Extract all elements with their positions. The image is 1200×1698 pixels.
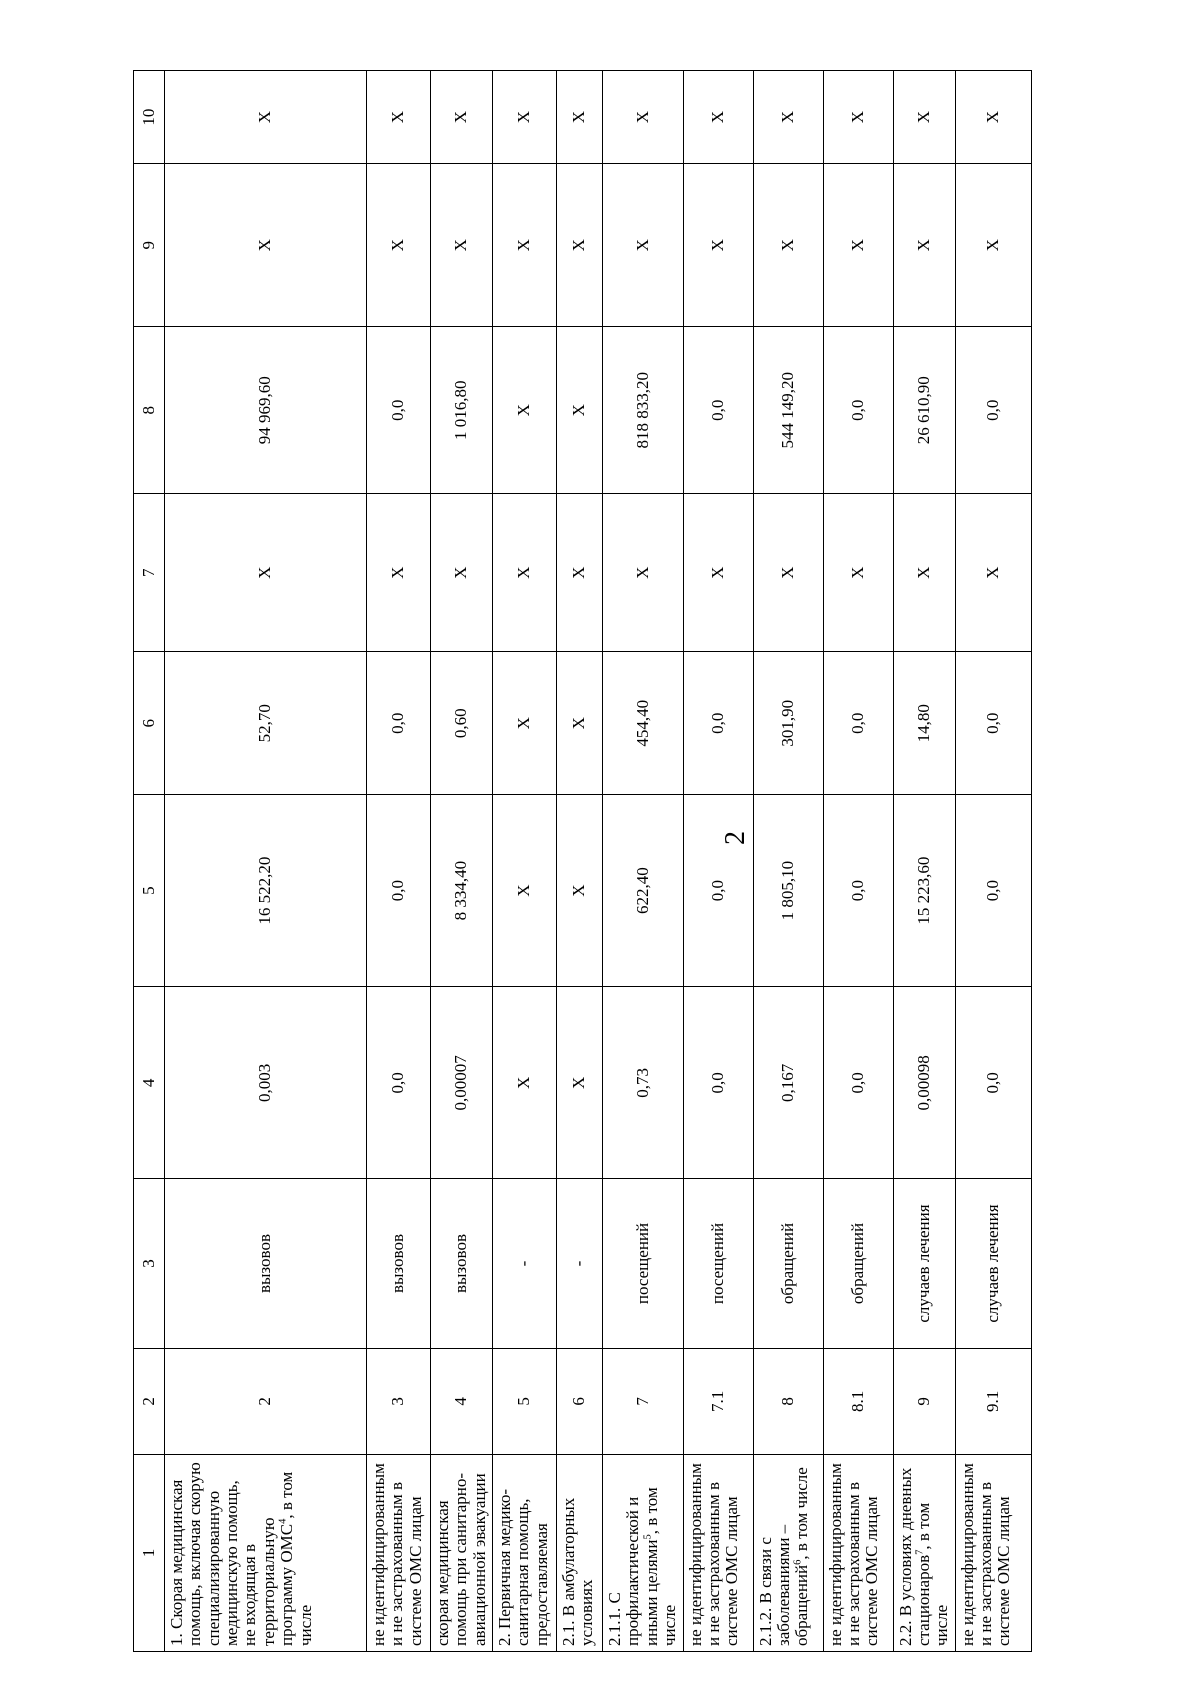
table-cell: Х — [557, 164, 603, 327]
table-cell: Х — [893, 164, 955, 327]
column-header: 6 — [134, 652, 165, 795]
table-cell: 0,0 — [683, 327, 753, 494]
table-cell: 9 — [893, 1348, 955, 1454]
table-row — [165, 71, 367, 1652]
table-cell: 8 — [753, 1348, 823, 1454]
table-cell: 0,003 — [165, 987, 367, 1179]
table-cell: вызовов — [165, 1179, 367, 1348]
page-number: 2 — [720, 831, 751, 845]
table-cell: вызовов — [367, 1179, 431, 1348]
table-cell: Х — [823, 164, 893, 327]
table-cell: Х — [823, 494, 893, 652]
table-cell: Х — [165, 494, 367, 652]
row-label — [431, 1454, 493, 1651]
column-header: 5 — [134, 795, 165, 987]
table-cell: 0,00098 — [893, 987, 955, 1179]
table-row — [753, 71, 823, 1652]
table-cell: Х — [683, 71, 753, 164]
table-cell: 0,167 — [753, 987, 823, 1179]
table-cell: Х — [367, 494, 431, 652]
table-cell: Х — [431, 164, 493, 327]
row-label — [165, 1454, 367, 1651]
table-cell: 1 016,80 — [431, 327, 493, 494]
table-cell: посещений — [683, 1179, 753, 1348]
table-cell: 0,0 — [823, 987, 893, 1179]
table-cell: 1 805,10 — [753, 795, 823, 987]
column-header: 2 — [134, 1348, 165, 1454]
table-cell: 26 610,90 — [893, 327, 955, 494]
table-cell: Х — [955, 71, 1031, 164]
footnote-marker: 5 — [642, 1534, 654, 1540]
row-label-suffix: , в том числе — [913, 1502, 952, 1646]
table-cell: 6 — [557, 1348, 603, 1454]
row-label — [557, 1454, 603, 1651]
table-cell: Х — [603, 164, 683, 327]
row-label — [893, 1454, 955, 1651]
table-cell: 2 — [165, 1348, 367, 1454]
table-cell: 0,0 — [367, 327, 431, 494]
table-cell: Х — [493, 71, 557, 164]
table-cell: обращений — [823, 1179, 893, 1348]
table-row — [893, 71, 955, 1652]
table-cell: Х — [753, 164, 823, 327]
column-header: 7 — [134, 494, 165, 652]
table-cell: 0,0 — [823, 795, 893, 987]
row-label-text: 2.1. В амбулаторных условиях — [559, 1497, 597, 1646]
table-cell: 818 833,20 — [603, 327, 683, 494]
table-cell: Х — [893, 494, 955, 652]
row-label-text: не идентифицированным и не застрахованным в системе ОМС лицам — [957, 1463, 1014, 1646]
table-cell: Х — [493, 327, 557, 494]
footnote-marker: 4 — [277, 1518, 289, 1524]
table-cell: Х — [955, 164, 1031, 327]
table-row — [955, 71, 1031, 1652]
table-cell: Х — [557, 795, 603, 987]
table-cell: посещений — [603, 1179, 683, 1348]
table-cell: случаев лечения — [893, 1179, 955, 1348]
row-label-text: 2.1.2. В связи с заболеваниями – обращений — [755, 1524, 812, 1646]
table-cell: 0,60 — [431, 652, 493, 795]
table-cell: Х — [603, 71, 683, 164]
table-cell: 0,0 — [367, 795, 431, 987]
footnote-marker: 7 — [914, 1549, 926, 1555]
row-label — [823, 1454, 893, 1651]
table-cell: Х — [493, 795, 557, 987]
column-header: 1 — [134, 1454, 165, 1651]
table-cell: Х — [367, 71, 431, 164]
table-cell: 14,80 — [893, 652, 955, 795]
table-cell: Х — [165, 164, 367, 327]
table-cell: Х — [893, 71, 955, 164]
table-cell: 0,0 — [683, 795, 753, 987]
table-cell: 0,0 — [955, 795, 1031, 987]
table-cell: 7.1 — [683, 1348, 753, 1454]
row-label — [367, 1454, 431, 1651]
row-label-text: 1. Скорая медицинская помощь, включая скорую специализированную медицинскую помощь, не входящая в территориальную программу ОМС — [167, 1462, 297, 1646]
table-cell: Х — [823, 71, 893, 164]
row-label — [493, 1454, 557, 1651]
table-cell: Х — [557, 987, 603, 1179]
column-header: 10 — [134, 71, 165, 164]
row-label — [955, 1454, 1031, 1651]
table-cell: 8.1 — [823, 1348, 893, 1454]
table-row — [367, 71, 431, 1652]
table-cell: 0,0 — [367, 987, 431, 1179]
table-cell: 0,0 — [955, 652, 1031, 795]
table-cell: 16 522,20 — [165, 795, 367, 987]
table-cell: Х — [557, 494, 603, 652]
row-label-text: не идентифицированным и не застрахованным в системе ОМС лицам — [369, 1463, 425, 1646]
table-cell: 544 149,20 — [753, 327, 823, 494]
row-label-suffix: , в том числе — [792, 1467, 812, 1560]
table-header — [134, 71, 165, 1652]
column-header: 9 — [134, 164, 165, 327]
table-cell: 0,0 — [823, 327, 893, 494]
table-cell: 622,40 — [603, 795, 683, 987]
table-cell: Х — [367, 164, 431, 327]
table-cell: 3 — [367, 1348, 431, 1454]
data-table — [133, 70, 1032, 1652]
table-row — [603, 71, 683, 1652]
table-cell: Х — [493, 987, 557, 1179]
row-label-text: скорая медицинская помощь при санитарно-авиационной эвакуации — [433, 1472, 489, 1646]
table-cell: Х — [493, 652, 557, 795]
table-cell: Х — [557, 327, 603, 494]
table-cell: 0,73 — [603, 987, 683, 1179]
footnote-marker: 6 — [792, 1559, 804, 1565]
table-cell: 301,90 — [753, 652, 823, 795]
table-cell: Х — [603, 494, 683, 652]
row-label-text: не идентифицированным и не застрахованным в системе ОМС лицам — [685, 1463, 742, 1646]
row-label — [683, 1454, 753, 1651]
table-row — [683, 71, 753, 1652]
row-label-text: 2.1.1. С профилактической и иными целями — [605, 1496, 661, 1646]
row-label — [603, 1454, 683, 1651]
table-cell: Х — [431, 71, 493, 164]
table-cell: - — [557, 1179, 603, 1348]
row-label — [753, 1454, 823, 1651]
table-cell: Х — [683, 494, 753, 652]
table-body — [165, 71, 1032, 1652]
table-cell: 7 — [603, 1348, 683, 1454]
table-cell: Х — [493, 164, 557, 327]
table-cell: Х — [493, 494, 557, 652]
table-cell: Х — [955, 494, 1031, 652]
table-cell: 0,0 — [955, 987, 1031, 1179]
table-cell: 5 — [493, 1348, 557, 1454]
table-cell: 0,0 — [367, 652, 431, 795]
table-cell: 0,0 — [823, 652, 893, 795]
row-label-text: 2. Первичная медико-санитарная помощь, предоставляемая — [495, 1488, 551, 1646]
table-cell: 0,0 — [955, 327, 1031, 494]
table-cell: Х — [431, 494, 493, 652]
table-cell: обращений — [753, 1179, 823, 1348]
table-cell: 9.1 — [955, 1348, 1031, 1454]
table-cell: Х — [557, 71, 603, 164]
table-cell: Х — [683, 164, 753, 327]
table-cell: вызовов — [431, 1179, 493, 1348]
row-label-text: 2.2. В условиях дневных стационаров — [895, 1467, 933, 1646]
table-cell: Х — [753, 71, 823, 164]
table-cell: - — [493, 1179, 557, 1348]
table-row — [431, 71, 493, 1652]
table-cell: 8 334,40 — [431, 795, 493, 987]
column-header: 4 — [134, 987, 165, 1179]
table-row — [493, 71, 557, 1652]
table-cell: 52,70 — [165, 652, 367, 795]
column-header: 3 — [134, 1179, 165, 1348]
table-cell: 0,0 — [683, 652, 753, 795]
row-label-text: не идентифицированным и не застрахованным в системе ОМС лицам — [825, 1463, 882, 1646]
row-label-suffix: , в том числе — [277, 1471, 315, 1646]
table-cell: 0,00007 — [431, 987, 493, 1179]
table-cell: 94 969,60 — [165, 327, 367, 494]
row-label-suffix: , в том числе — [641, 1487, 680, 1646]
table-cell: случаев лечения — [955, 1179, 1031, 1348]
table-cell: 4 — [431, 1348, 493, 1454]
table-cell: Х — [753, 494, 823, 652]
table-cell: Х — [165, 71, 367, 164]
table-cell: Х — [557, 652, 603, 795]
table-cell: 15 223,60 — [893, 795, 955, 987]
table-cell: 454,40 — [603, 652, 683, 795]
column-header: 8 — [134, 327, 165, 494]
table-row — [823, 71, 893, 1652]
table-cell: 0,0 — [683, 987, 753, 1179]
table-row — [557, 71, 603, 1652]
